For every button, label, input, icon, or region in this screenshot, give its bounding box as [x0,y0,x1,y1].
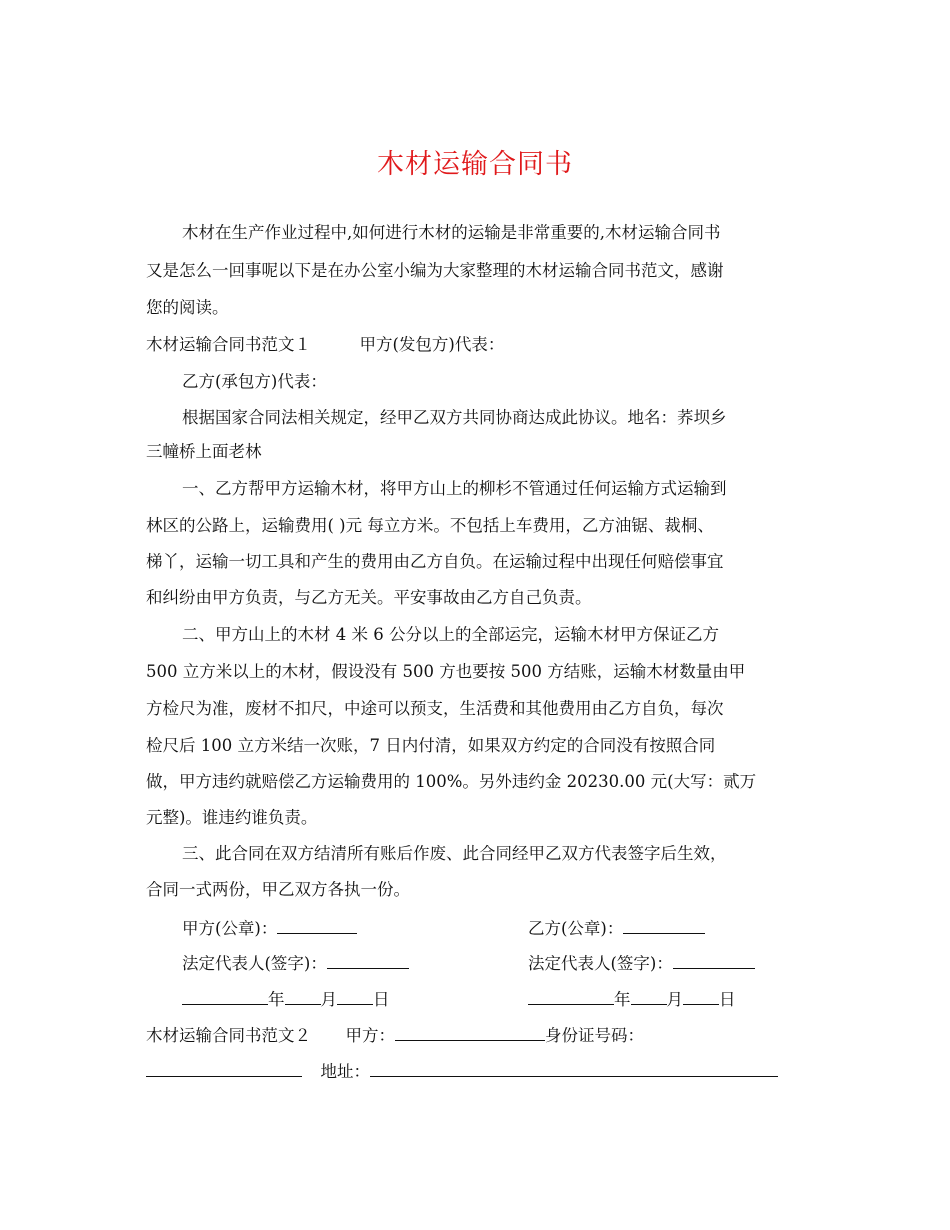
rep-b-blank[interactable] [673,952,755,969]
seal-b-label: 乙方(公章)： [528,919,624,938]
clause1-line-3: 梯丫，运输一切工具和产生的费用由乙方自负。在运输过程中出现任何赔偿事宜 [146,552,724,571]
basis-line-1: 根据国家合同法相关规定，经甲乙双方共同协商达成此协议。地名：荞坝乡 [182,408,727,427]
date-a-year: 年 [268,990,285,1009]
date-a-month-blank[interactable] [285,988,321,1005]
clause2-line-5: 做，甲方违约就赔偿乙方运输费用的 100%。另外违约金 20230.00 元(大写：贰万 [146,772,757,791]
date-a-month: 月 [320,990,337,1009]
sample2-address-label: 地址： [320,1062,370,1081]
date-b-day: 日 [719,990,736,1009]
date-b-row [528,988,736,1010]
sample2-address-blank[interactable] [370,1060,778,1077]
date-b-month: 月 [666,990,683,1009]
sample2-id-label: 身份证号码： [545,1026,644,1045]
clause2-line-4: 检尺后 100 立方米结一次账，7 日内付清，如果双方约定的合同没有按照合同 [146,736,716,755]
sample1-party-a: 甲方(发包方)代表： [359,335,505,354]
clause1-line-2: 林区的公路上，运输费用( )元 每立方米。不包括上车费用，乙方油锯、裁桐、 [146,516,714,535]
seal-a-label: 甲方(公章)： [182,919,278,938]
date-b-month-blank[interactable] [631,988,667,1005]
seal-b-row [528,917,705,939]
sample2-name-blank[interactable] [146,1060,302,1077]
clause2-line-1: 二、甲方山上的木材 4 米 6 公分以上的全部运完，运输木材甲方保证乙方 [182,625,719,644]
basis-line-2: 三幢桥上面老林 [146,442,262,461]
document-title: 木材运输合同书 [377,149,573,180]
rep-a-label: 法定代表人(签字)： [182,954,327,973]
sample2-heading-row [146,1024,644,1046]
rep-a-row [182,952,409,974]
clause2-line-6: 元整)。谁违约谁负责。 [146,808,318,827]
intro-line-3: 您的阅读。 [146,298,229,317]
clause2-line-3: 方检尺为准，废材不扣尺，中途可以预支，生活费和其他费用由乙方自负，每次 [146,699,724,718]
date-a-day: 日 [373,990,390,1009]
rep-a-blank[interactable] [327,952,409,969]
sample2-party-a: 甲方： [345,1026,395,1045]
date-a-row [182,988,390,1010]
sample2-address-row [146,1060,778,1082]
date-b-year-blank[interactable] [528,988,614,1005]
sample2-heading: 木材运输合同书范文２ [146,1026,311,1045]
date-b-year: 年 [614,990,631,1009]
sample1-heading: 木材运输合同书范文１ [146,335,311,354]
intro-line-2: 又是怎么一回事呢以下是在办公室小编为大家整理的木材运输合同书范文，感谢 [146,261,724,280]
sample1-party-b: 乙方(承包方)代表： [182,372,327,391]
seal-a-blank[interactable] [277,917,357,934]
clause1-line-1: 一、乙方帮甲方运输木材，将甲方山上的柳杉不管通过任何运输方式运输到 [182,479,727,498]
intro-line-1: 木材在生产作业过程中,如何进行木材的运输是非常重要的,木材运输合同书 [182,223,721,242]
seal-a-row [182,917,357,939]
seal-b-blank[interactable] [623,917,705,934]
rep-b-row [528,952,755,974]
clause2-line-2: 500 立方米以上的木材，假设没有 500 方也要按 500 方结账，运输木材数量由甲 [146,662,746,681]
rep-b-label: 法定代表人(签字)： [528,954,673,973]
sample2-party-a-blank[interactable] [395,1024,545,1041]
clause3-line-2: 合同一式两份，甲乙双方各执一份。 [146,880,410,899]
sample1-heading-row [146,335,504,355]
clause1-line-4: 和纠纷由甲方负责，与乙方无关。平安事故由乙方自己负责。 [146,588,592,607]
date-a-year-blank[interactable] [182,988,268,1005]
clause3-line-1: 三、此合同在双方结清所有账后作废、此合同经甲乙双方代表签字后生效， [182,844,727,863]
date-b-day-blank[interactable] [683,988,719,1005]
date-a-day-blank[interactable] [337,988,373,1005]
